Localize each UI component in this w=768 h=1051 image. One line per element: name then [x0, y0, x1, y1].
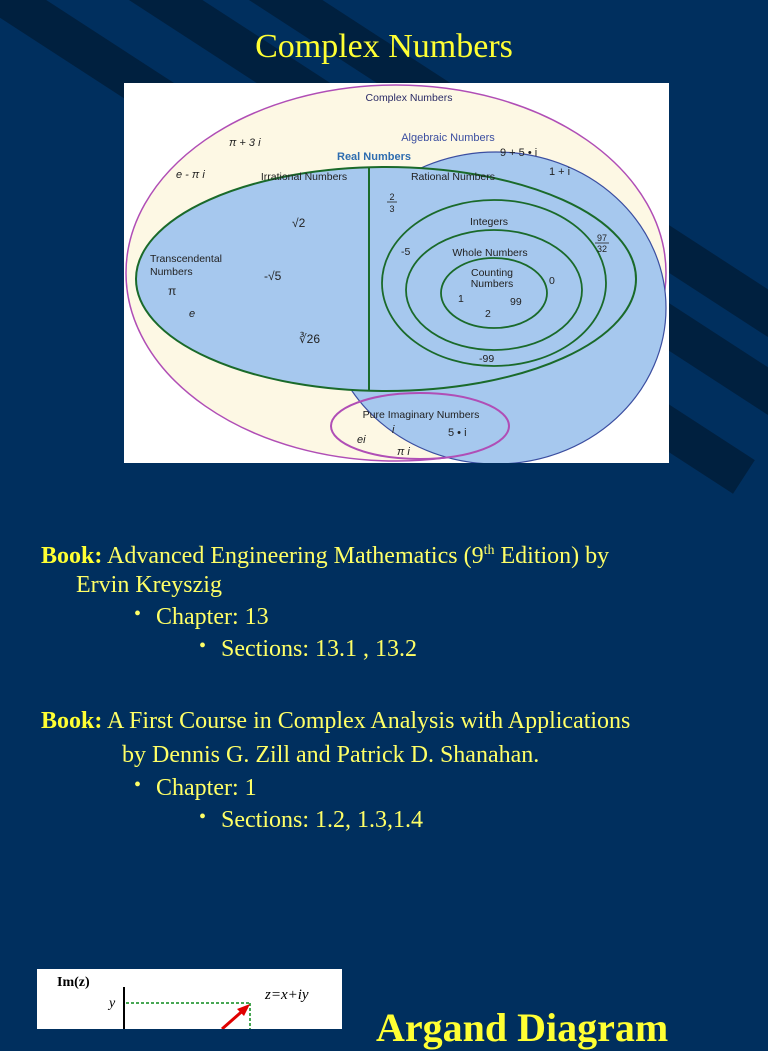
integers-label: Integers — [470, 216, 508, 228]
reference-2-label: Book: — [41, 708, 103, 734]
example-ei: ei — [357, 434, 366, 446]
example-neg-sqrt5: -√5 — [264, 269, 282, 283]
example-pi-i: π i — [397, 446, 410, 458]
example-2: 2 — [485, 308, 491, 320]
example-neg5: -5 — [401, 246, 411, 258]
real-numbers-ellipse — [136, 167, 636, 391]
example-two-thirds-numerator: 2 — [389, 192, 395, 202]
example-5i: 5 • i — [448, 427, 467, 439]
reference-2-author: by Dennis G. Zill and Patrick D. Shanahan. — [122, 742, 540, 768]
reference-2-sections: • Sections: 1.2, 1.3,1.4 — [221, 807, 423, 834]
number-sets-venn-diagram — [124, 83, 669, 463]
example-neg99: -99 — [479, 353, 495, 365]
algebraic-numbers-label: Algebraic Numbers — [401, 132, 495, 144]
point-label: z=x+iy — [265, 987, 309, 1003]
reference-2-chapter: • Chapter: 1 — [156, 775, 257, 802]
example-97-32-numerator: 97 — [596, 233, 608, 243]
counting-numbers-label: Counting — [470, 267, 514, 279]
example-sqrt2: √2 — [292, 216, 306, 230]
rational-numbers-label: Rational Numbers — [410, 171, 496, 183]
reference-1-chapter: • Chapter: 13 — [156, 604, 269, 631]
slide-title: Complex Numbers — [255, 28, 513, 65]
transcendental-label-line2: Numbers — [150, 266, 193, 278]
example-e-minus-pi-i: e - π i — [176, 169, 205, 181]
complex-numbers-label: Complex Numbers — [365, 92, 453, 104]
argand-diagram-figure — [37, 969, 342, 1029]
reference-2-title: A First Course in Complex Analysis with Applications — [107, 708, 631, 734]
example-pi: π — [168, 284, 177, 298]
im-axis-label: Im(z) — [57, 975, 90, 990]
example-cbrt26: ∛26 — [299, 332, 320, 346]
reference-1-label: Book: — [41, 543, 103, 569]
example-99: 99 — [510, 296, 522, 308]
reference-1-title: Advanced Engineering Mathematics (9 — [107, 543, 484, 569]
example-1-plus-i: 1 + i — [549, 166, 571, 178]
reference-1-sections: • Sections: 13.1 , 13.2 — [221, 636, 417, 663]
example-two-thirds-denominator: 3 — [389, 204, 395, 214]
example-pi-plus-3i: π + 3 i — [229, 137, 261, 149]
example-9-plus-5i: 9 + 5 • i — [500, 147, 538, 159]
reference-1-edition-suffix: th — [483, 543, 495, 558]
example-i: i — [392, 424, 395, 436]
example-97-32-denominator: 32 — [596, 244, 608, 254]
reference-1-author: Ervin Kreyszig — [76, 572, 222, 598]
transcendental-label: Transcendental — [150, 253, 222, 265]
pure-imaginary-label: Pure Imaginary Numbers — [362, 409, 480, 421]
y-tick-label: y — [109, 996, 116, 1011]
reference-2-line1 — [41, 704, 630, 738]
reference-1-title-end: Edition) by — [494, 543, 610, 569]
whole-numbers-label: Whole Numbers — [452, 247, 528, 259]
example-e: e — [189, 308, 196, 320]
irrational-numbers-label: Irrational Numbers — [260, 171, 348, 183]
real-numbers-label: Real Numbers — [337, 151, 411, 163]
counting-numbers-label-line2: Numbers — [470, 278, 514, 290]
argand-diagram-heading: Argand Diagram — [376, 1005, 669, 1050]
example-0: 0 — [549, 275, 555, 287]
example-1: 1 — [458, 293, 464, 305]
